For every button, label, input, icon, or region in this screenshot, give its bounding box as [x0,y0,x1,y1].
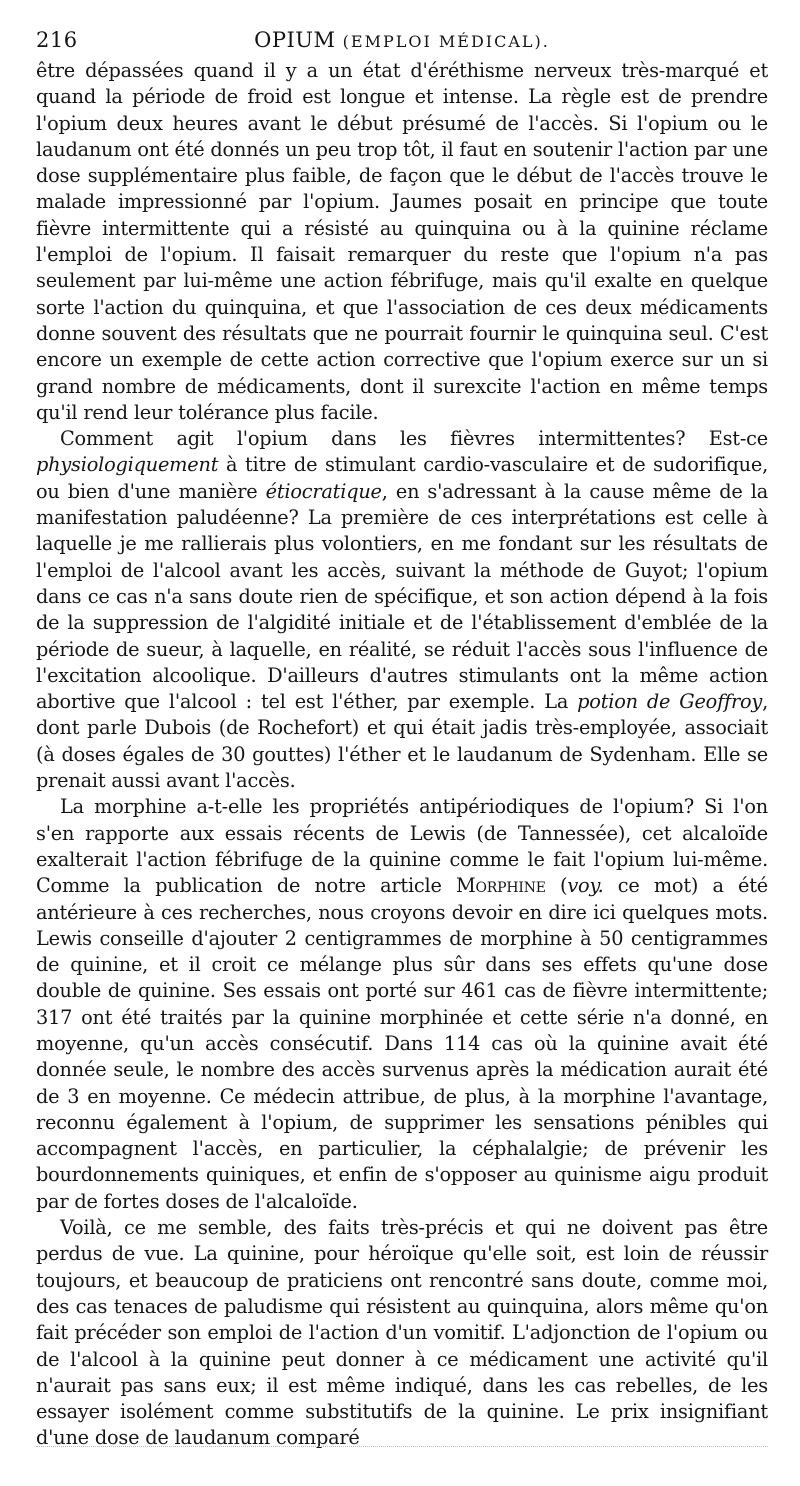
body-text [36,58,768,1452]
page-number: 216 [36,28,78,52]
paragraph [36,426,768,794]
running-head [36,24,768,58]
text-run: , dont parle Dubois (de Rochefort) et qui était jadis très-employée, associait (à doses égales de 30 gouttes) l'éther et le laudanum de Sydenham. Elle se prenait aussi avant l'accès. [36,690,768,793]
text-run: ce mot) a été antérieure à ces recherches, nous croyons devoir en dire ici quelques mots. Lewis conseille d'ajouter 2 centigrammes de morphine à 50 centigrammes de quinine, et il croit ce mélange plus sûr dans ses effets qu'une dose double de quinine. Ses essais ont porté sur 461 cas de fièvre intermittente; 317 ont été traités par la quinine morphinée et cette série n'a donné, en moyenne, qu'un accès consécutif. Dans 114 cas où la quinine avait été donnée seule, le nombre des accès survenus après la médication aurait été de 3 en moyenne. Ce médecin attribue, de plus, à la morphine l'avantage, reconnu également à l'opium, de supprimer les sensations pénibles qui accompagnent l'accès, en particulier, la céphalalgie; de prévenir les bourdonnements quiniques, et enfin de s'opposer au quinisme aigu produit par de fortes doses de l'alcaloïde. [36,874,768,1213]
text-run: , en s'adressant à la cause même de la manifestation paludéenne? La première de ces interprétations est celle à laquelle je me rallierais plus volontiers, en me fondant sur les résultats de l'emploi de l'alcool avant les accès, suivant la méthode de Guyot; l'opium dans ce cas n'a sans doute rien de spécifique, et son action dépend à la fois de la suppression de l'algidité initiale et de l'établissement d'emblée de la période de sueur, à laquelle, en réalité, se réduit l'accès sous l'influence de l'excitation alcoolique. D'ailleurs d'autres stimulants ont la même action abortive que l'alcool : tel est l'éther, par exemple. La [36,479,768,714]
paragraph [36,58,768,426]
italic-text: étiocratique [265,479,382,503]
text-run: être dépassées quand il y a un état d'éréthisme nerveux très-marqué et quand la période de froid est longue et intense. La règle est de prendre l'opium deux heures avant le début présumé de l'accès. Si l'opium ou le laudanum ont été donnés un peu trop tôt, il faut en soutenir l'action par une dose supplémentaire plus faible, de façon que le début de l'accès trouve le malade impressionné par l'opium. Jaumes posait en principe que toute fièvre intermittente qui a résisté au quinquina ou à la quinine réclame l'emploi de l'opium. Il faisait remarquer du reste que l'opium n'a pas seulement par lui-même une action fébrifuge, mais qu'il exalte en quelque sorte l'action du quinquina, et que l'association de ces deux médicaments donne souvent des résultats que ne pourrait fournir le quinquina seul. C'est encore un exemple de cette action corrective que l'opium exerce sur un si grand nombre de médicaments, dont il surexcite l'action en même temps qu'il rend leur tolérance plus facile. [36,59,768,424]
italic-text: voy. [567,874,604,898]
small-caps-text: Morphine [455,874,546,898]
italic-text: potion de Geoffroy [577,690,763,714]
running-title [36,28,768,52]
italic-text: physiologiquement [36,453,219,477]
text-run: ( [545,874,568,898]
paragraph [36,1215,768,1452]
text-run: La morphine a-t-elle les propriétés antipériodiques de l'opium? Si l'on s'en rapporte aux essais récents de Lewis (de Tannessée), cet alcaloïde exalterait l'action fébrifuge de la quinine comme le fait l'opium lui-même. Comme la publication de notre article [36,795,768,898]
text-run: à titre de stimulant cardio-vasculaire et de sudorifique, ou bien d'une manière [36,453,768,503]
paragraph [36,794,768,1215]
running-title-main: OPIUM [254,28,336,52]
text-run: Comment agit l'opium dans les fièvres intermittentes? Est-ce [60,427,768,451]
text-run: Voilà, ce me semble, des faits très-précis et qui ne doivent pas être perdus de vue. La quinine, pour héroïque qu'elle soit, est loin de réussir toujours, et beaucoup de praticiens ont rencontré sans doute, comme moi, des cas tenaces de paludisme qui résistent au quinquina, alors même qu'on fait précéder son emploi de l'action d'un vomitif. L'adjonction de l'opium ou de l'alcool à la quinine peut donner à ce médicament une activité qu'il n'aurait pas sans eux; il est même indiqué, dans les cas rebelles, de les essayer isolément comme substitutifs de la quinine. Le prix insignifiant d'une dose de laudanum comparé [36,1216,768,1450]
running-title-subtitle: (EMPLOI MÉDICAL). [342,32,550,51]
book-page [36,24,768,1452]
footer-rule [36,1446,768,1447]
